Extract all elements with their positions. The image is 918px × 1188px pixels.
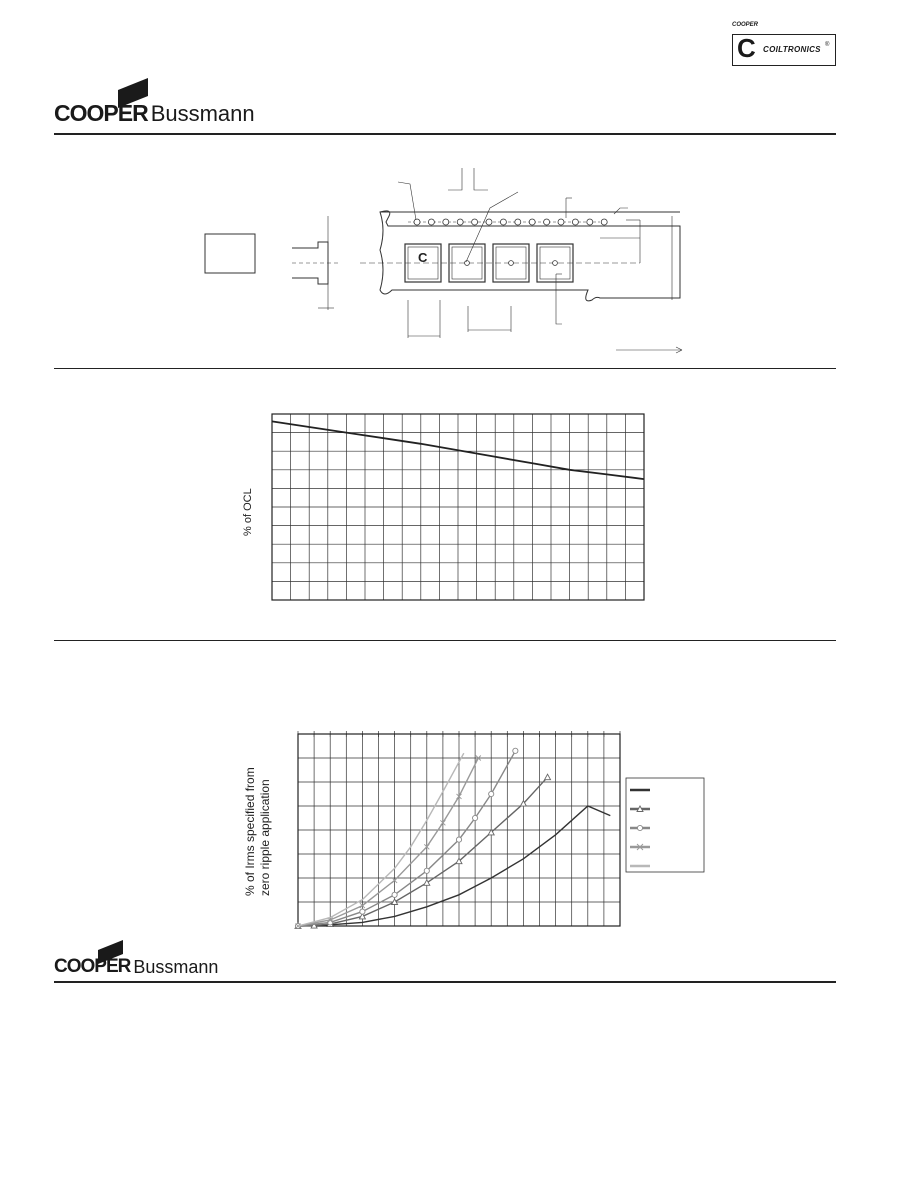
series-line-4 (298, 758, 478, 926)
sprocket-hole (472, 219, 478, 225)
sprocket-hole (428, 219, 434, 225)
section-rule-1 (54, 368, 836, 369)
data-point (392, 892, 397, 897)
chart1-ylabel: % of OCL (242, 488, 254, 536)
legend (626, 778, 704, 872)
badge-reg: ® (825, 42, 830, 48)
footer-rule (54, 981, 836, 983)
pocket-center-hole (509, 261, 514, 266)
header-rule (54, 133, 836, 135)
series-line-5 (298, 753, 464, 926)
footer-brand-cooper: COOPER (54, 956, 131, 977)
badge-glyph: C (737, 33, 756, 63)
pocket-center-hole (465, 261, 470, 266)
data-point (545, 774, 551, 780)
data-point (360, 909, 365, 914)
sprocket-hole (601, 219, 607, 225)
sprocket-hole (443, 219, 449, 225)
irms-chart (0, 720, 918, 940)
sprocket-hole (544, 219, 550, 225)
sprocket-hole (486, 219, 492, 225)
footer-brand-logo (54, 958, 218, 978)
sprocket-hole (558, 219, 564, 225)
data-point (489, 791, 494, 796)
sprocket-hole (414, 219, 420, 225)
sprocket-hole (529, 219, 535, 225)
sprocket-hole (515, 219, 521, 225)
data-point (424, 868, 429, 873)
chart2-ylabel-line1: % of Irms specified from (243, 767, 257, 896)
grid (272, 414, 644, 600)
section-rule-2 (54, 640, 836, 641)
pocket-center-hole (553, 261, 558, 266)
legend-box (626, 778, 704, 872)
footer-brand-bussmann: Bussmann (133, 957, 219, 977)
data-point (456, 837, 461, 842)
sprocket-hole (587, 219, 593, 225)
brand-bussmann: Bussmann (150, 101, 255, 126)
badge-label: COILTRONICS (763, 45, 821, 54)
series-line-3 (298, 751, 515, 926)
brand-cooper: COOPER (54, 100, 148, 126)
sprocket-hole (500, 219, 506, 225)
badge-top-text: COOPER (732, 22, 759, 28)
part-outline (205, 234, 255, 273)
coiltronics-badge (732, 34, 836, 66)
series-line-1 (298, 806, 610, 926)
data-point (473, 815, 478, 820)
ocl-chart (0, 380, 918, 620)
sprocket-hole (457, 219, 463, 225)
legend-marker (637, 825, 642, 830)
grid (298, 731, 620, 926)
brand-logo (54, 100, 255, 127)
pocket-glyph: C (418, 250, 428, 265)
data-point (513, 748, 518, 753)
tape-reel-diagram (0, 150, 918, 365)
chart2-ylabel-line2: zero ripple application (258, 779, 272, 896)
sprocket-hole (572, 219, 578, 225)
